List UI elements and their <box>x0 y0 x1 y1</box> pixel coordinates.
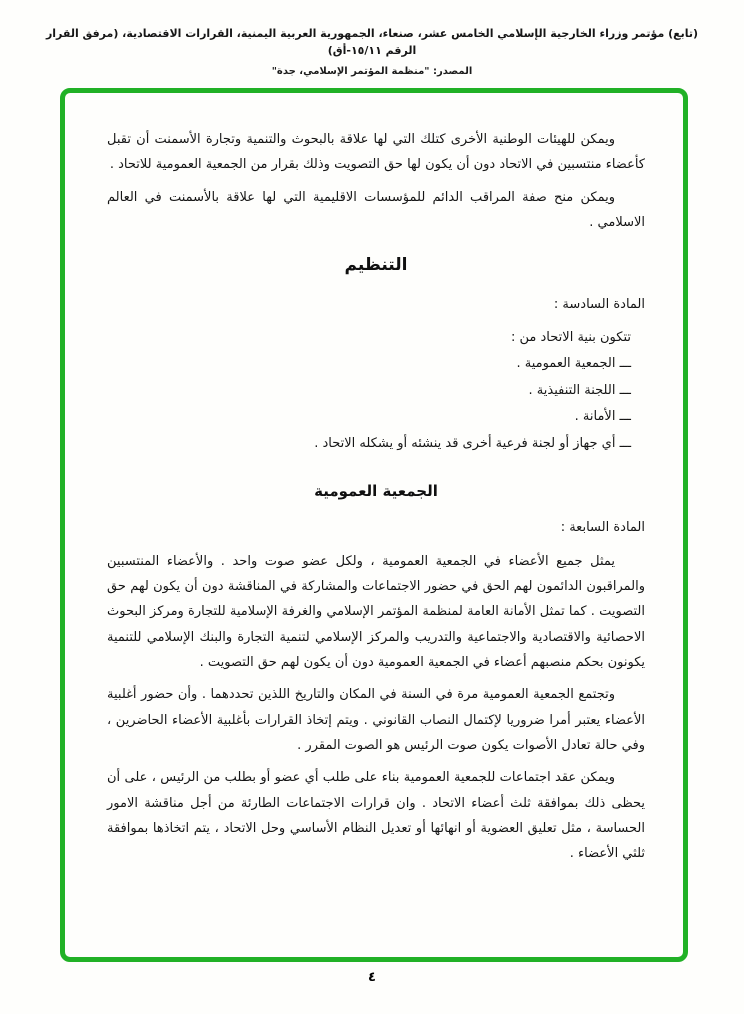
paragraph-associate-members: ويمكن للهيئات الوطنية الأخرى كتلك التي لها علاقة بالبحوث والتنمية وتجارة الأسمنت أن تقبل كأعضاء منتسبين في الاتحاد دون أن يكون لها حق التصويت وذلك بقرار من الجمعية العمومية للاتحاد . <box>107 132 645 173</box>
section-heading-general-assembly: الجمعية العمومية <box>314 481 438 500</box>
paragraph-assembly-meetings: وتجتمع الجمعية العمومية مرة في السنة في المكان والتاريخ اللذين تحددهما . وأن حضور أغلبية الأعضاء يعتبر أمرا ضروريا لإكتمال النصاب القانوني . ويتم إتخاذ القرارات بأغلبية الأعضاء الحاضرين ، وفي حالة تعادل الأصوات يكون صوت الرئيس هو الصوت المقرر . <box>107 687 645 754</box>
header-source: المصدر: "منظمة المؤتمر الإسلامي، جدة" <box>271 66 473 77</box>
section-heading-organization: التنظيم <box>344 255 408 276</box>
document-header <box>0 0 744 77</box>
list-item-secretariat: ـــ الأمانة . <box>574 409 631 425</box>
scanned-page-frame <box>60 88 688 962</box>
paragraph-assembly-representation: يمثل جميع الأعضاء في الجمعية العمومية ، ولكل عضو صوت واحد . والأعضاء المنتسبين والمراقبون الدائمون لهم الحق في حضور الاجتماعات والمشاركة في المناقشة دون أن يكون لهم حق التصويت . كما تمثل الأمانة العامة لمنظمة المؤتمر الإسلامي والغرفة الإسلامية للتجارة ومركز البحوث الاحصائية والاقتصادية والاجتماعية والتدريب والمركز الإسلامي لتنمية التجارة والبنك الإسلامي للتنمية يكونون بحكم منصبهم أعضاء في الجمعية العمومية دون أن يكون لهم حق التصويت . <box>107 553 645 670</box>
header-citation: (تابع) مؤتمر وزراء الخارجية الإسلامي الخامس عشر، صنعاء، الجمهورية العربية اليمنية، القرارات الاقتصادية، (مرفق القرار الرقم ١٥/١١-أق) <box>45 27 699 57</box>
paragraph-permanent-observer: ويمكن منح صفة المراقب الدائم للمؤسسات الاقليمية التي لها علاقة بالأسمنت في العالم الاسلامي . <box>107 189 645 231</box>
list-item-other-organs: ـــ أي جهاز أو لجنة فرعية أخرى قد ينشئه أو يشكله الاتحاد . <box>314 435 631 451</box>
paragraph-extraordinary-sessions: ويمكن عقد اجتماعات للجمعية العمومية بناء على طلب أي عضو أو بطلب من الرئيس ، على أن يحظى ذلك بموافقة ثلث أعضاء الاتحاد . وان قرارات الاجتماعات الطارئة من أجل مناقشة الامور الحساسة ، مثل تعليق العضوية أو انهائها أو تعديل النظام الأساسي وحل الاتحاد ، يتم اتخاذها بموافقة ثلثي الأعضاء . <box>107 770 645 862</box>
page-number: ٤ <box>368 970 376 985</box>
article-7-label: المادة السابعة : <box>560 519 645 535</box>
article-6-intro: تتكون بنية الاتحاد من : <box>511 330 631 346</box>
list-item-executive-committee: ـــ اللجنة التنفيذية . <box>528 382 631 398</box>
union-structure-list <box>107 351 631 458</box>
article-6-label: المادة السادسة : <box>553 297 645 313</box>
list-item-general-assembly: ـــ الجمعية العمومية . <box>516 356 631 372</box>
